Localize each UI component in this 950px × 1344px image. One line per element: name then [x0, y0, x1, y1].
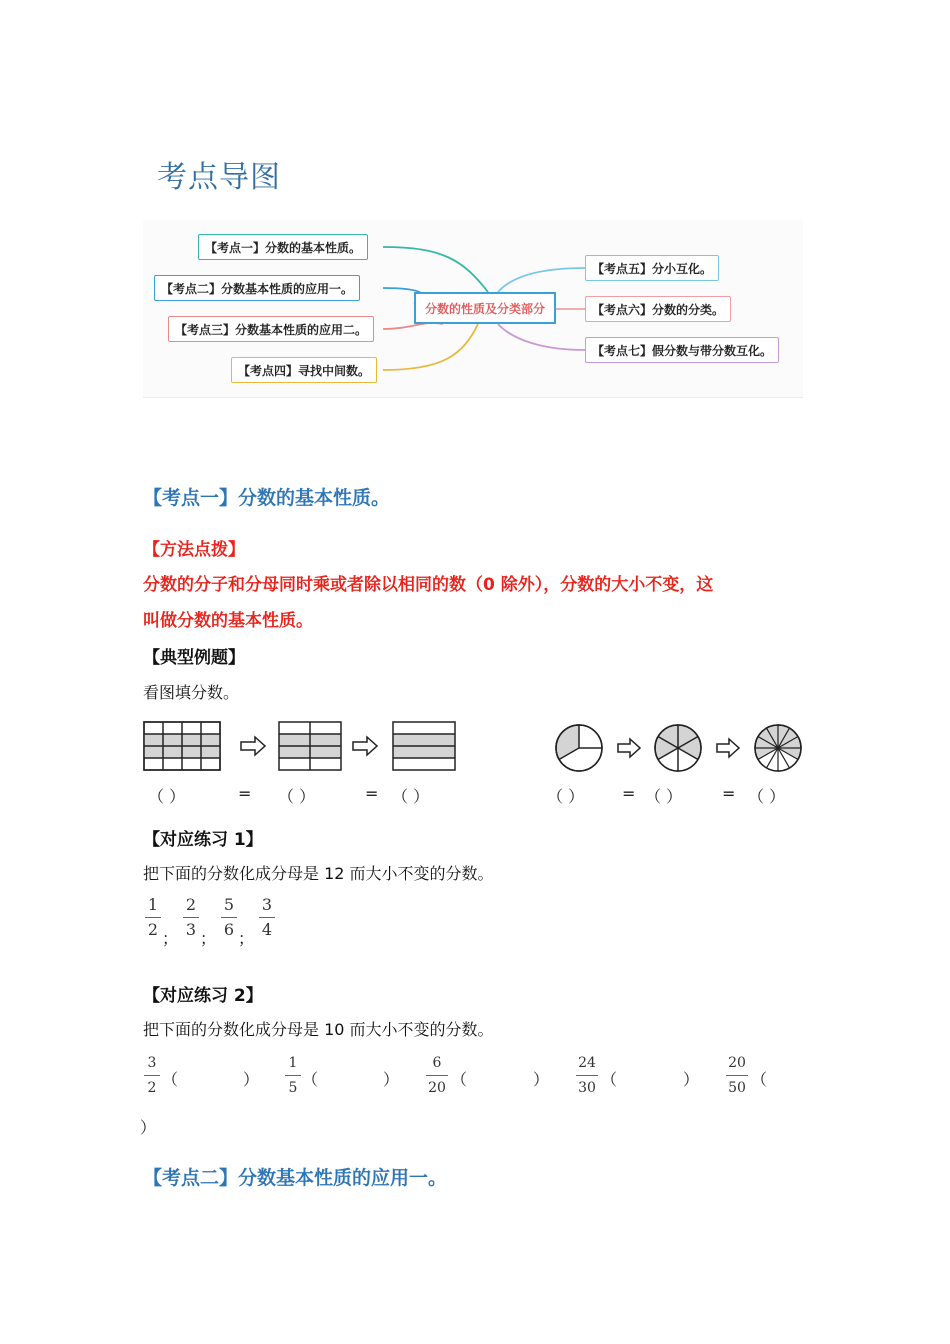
answer-blank[interactable]: （ ）	[645, 787, 683, 806]
close-paren: ）	[243, 1070, 260, 1089]
practice-2-label: 【对应练习 2】	[143, 986, 263, 1006]
separator: ；	[200, 929, 217, 948]
open-paren: （	[162, 1070, 179, 1089]
fraction: 3 4	[259, 895, 275, 940]
answer-blank[interactable]: （ ）	[392, 787, 430, 806]
example-text: 看图填分数。	[143, 683, 240, 702]
arrow-right-icon	[241, 737, 265, 755]
open-paren: （	[302, 1070, 319, 1089]
answer-blank[interactable]: （ ）	[278, 787, 316, 806]
equals-sign: =	[722, 784, 736, 803]
fraction: 1 2	[145, 895, 161, 940]
rectangle-fraction-diagrams	[143, 720, 463, 772]
circle-thirds	[556, 725, 602, 771]
equals-sign: =	[365, 784, 379, 803]
open-paren: （	[451, 1070, 468, 1089]
circle-twelfths	[755, 725, 801, 771]
circle-fraction-diagrams	[553, 722, 808, 774]
open-paren: （	[751, 1070, 768, 1089]
method-label: 【方法点拨】	[143, 540, 245, 560]
open-paren: （	[601, 1070, 618, 1089]
fraction: 1 5	[285, 1053, 301, 1098]
separator: ；	[162, 929, 179, 948]
practice-2-text: 把下面的分数化成分母是 10 而大小不变的分数。	[143, 1020, 494, 1039]
example-label: 【典型例题】	[143, 648, 245, 668]
mindmap-node-k4: 【考点四】寻找中间数。	[231, 357, 377, 383]
arrow-right-icon	[618, 739, 640, 757]
answer-blank[interactable]: （ ）	[148, 787, 186, 806]
mindmap-node-k1: 【考点一】分数的基本性质。	[198, 234, 368, 260]
practice-1-text: 把下面的分数化成分母是 12 而大小不变的分数。	[143, 864, 494, 883]
close-paren: ）	[140, 1118, 157, 1137]
rect-grid-12	[144, 722, 220, 770]
answer-blank[interactable]: （ ）	[547, 787, 585, 806]
close-paren: ）	[533, 1070, 550, 1089]
practice-1-label: 【对应练习 1】	[143, 830, 263, 850]
fraction: 20 50	[726, 1053, 748, 1098]
mindmap-node-k7: 【考点七】假分数与带分数互化。	[585, 337, 779, 363]
fraction: 2 3	[183, 895, 199, 940]
fraction: 6 20	[426, 1053, 448, 1098]
guide-title: 考点导图	[157, 160, 281, 195]
circle-sixths	[655, 725, 701, 771]
mindmap-center: 分数的性质及分类部分	[414, 292, 556, 324]
separator: ；	[238, 929, 255, 948]
section-heading-2: 【考点二】分数基本性质的应用一。	[143, 1167, 448, 1189]
arrow-right-icon	[353, 737, 377, 755]
fraction: 24 30	[576, 1053, 598, 1098]
rect-grid-4	[393, 722, 455, 770]
equals-sign: =	[238, 784, 252, 803]
mindmap-node-k3: 【考点三】分数基本性质的应用二。	[168, 316, 374, 342]
fraction: 5 6	[221, 895, 237, 940]
close-paren: ）	[683, 1070, 700, 1089]
close-paren: ）	[383, 1070, 400, 1089]
mindmap-node-k6: 【考点六】分数的分类。	[585, 296, 731, 322]
rect-grid-8	[279, 722, 341, 770]
equals-sign: =	[622, 784, 636, 803]
mind-map	[143, 220, 803, 398]
section-heading-1: 【考点一】分数的基本性质。	[143, 487, 391, 509]
arrow-right-icon	[717, 739, 739, 757]
fraction: 3 2	[144, 1053, 160, 1098]
method-text-2: 叫做分数的基本性质。	[143, 611, 313, 631]
method-text-1: 分数的分子和分母同时乘或者除以相同的数（0 除外），分数的大小不变，这	[143, 575, 714, 595]
mindmap-node-k2: 【考点二】分数基本性质的应用一。	[154, 275, 360, 301]
answer-blank[interactable]: （ ）	[748, 787, 786, 806]
mindmap-node-k5: 【考点五】分小互化。	[585, 255, 719, 281]
